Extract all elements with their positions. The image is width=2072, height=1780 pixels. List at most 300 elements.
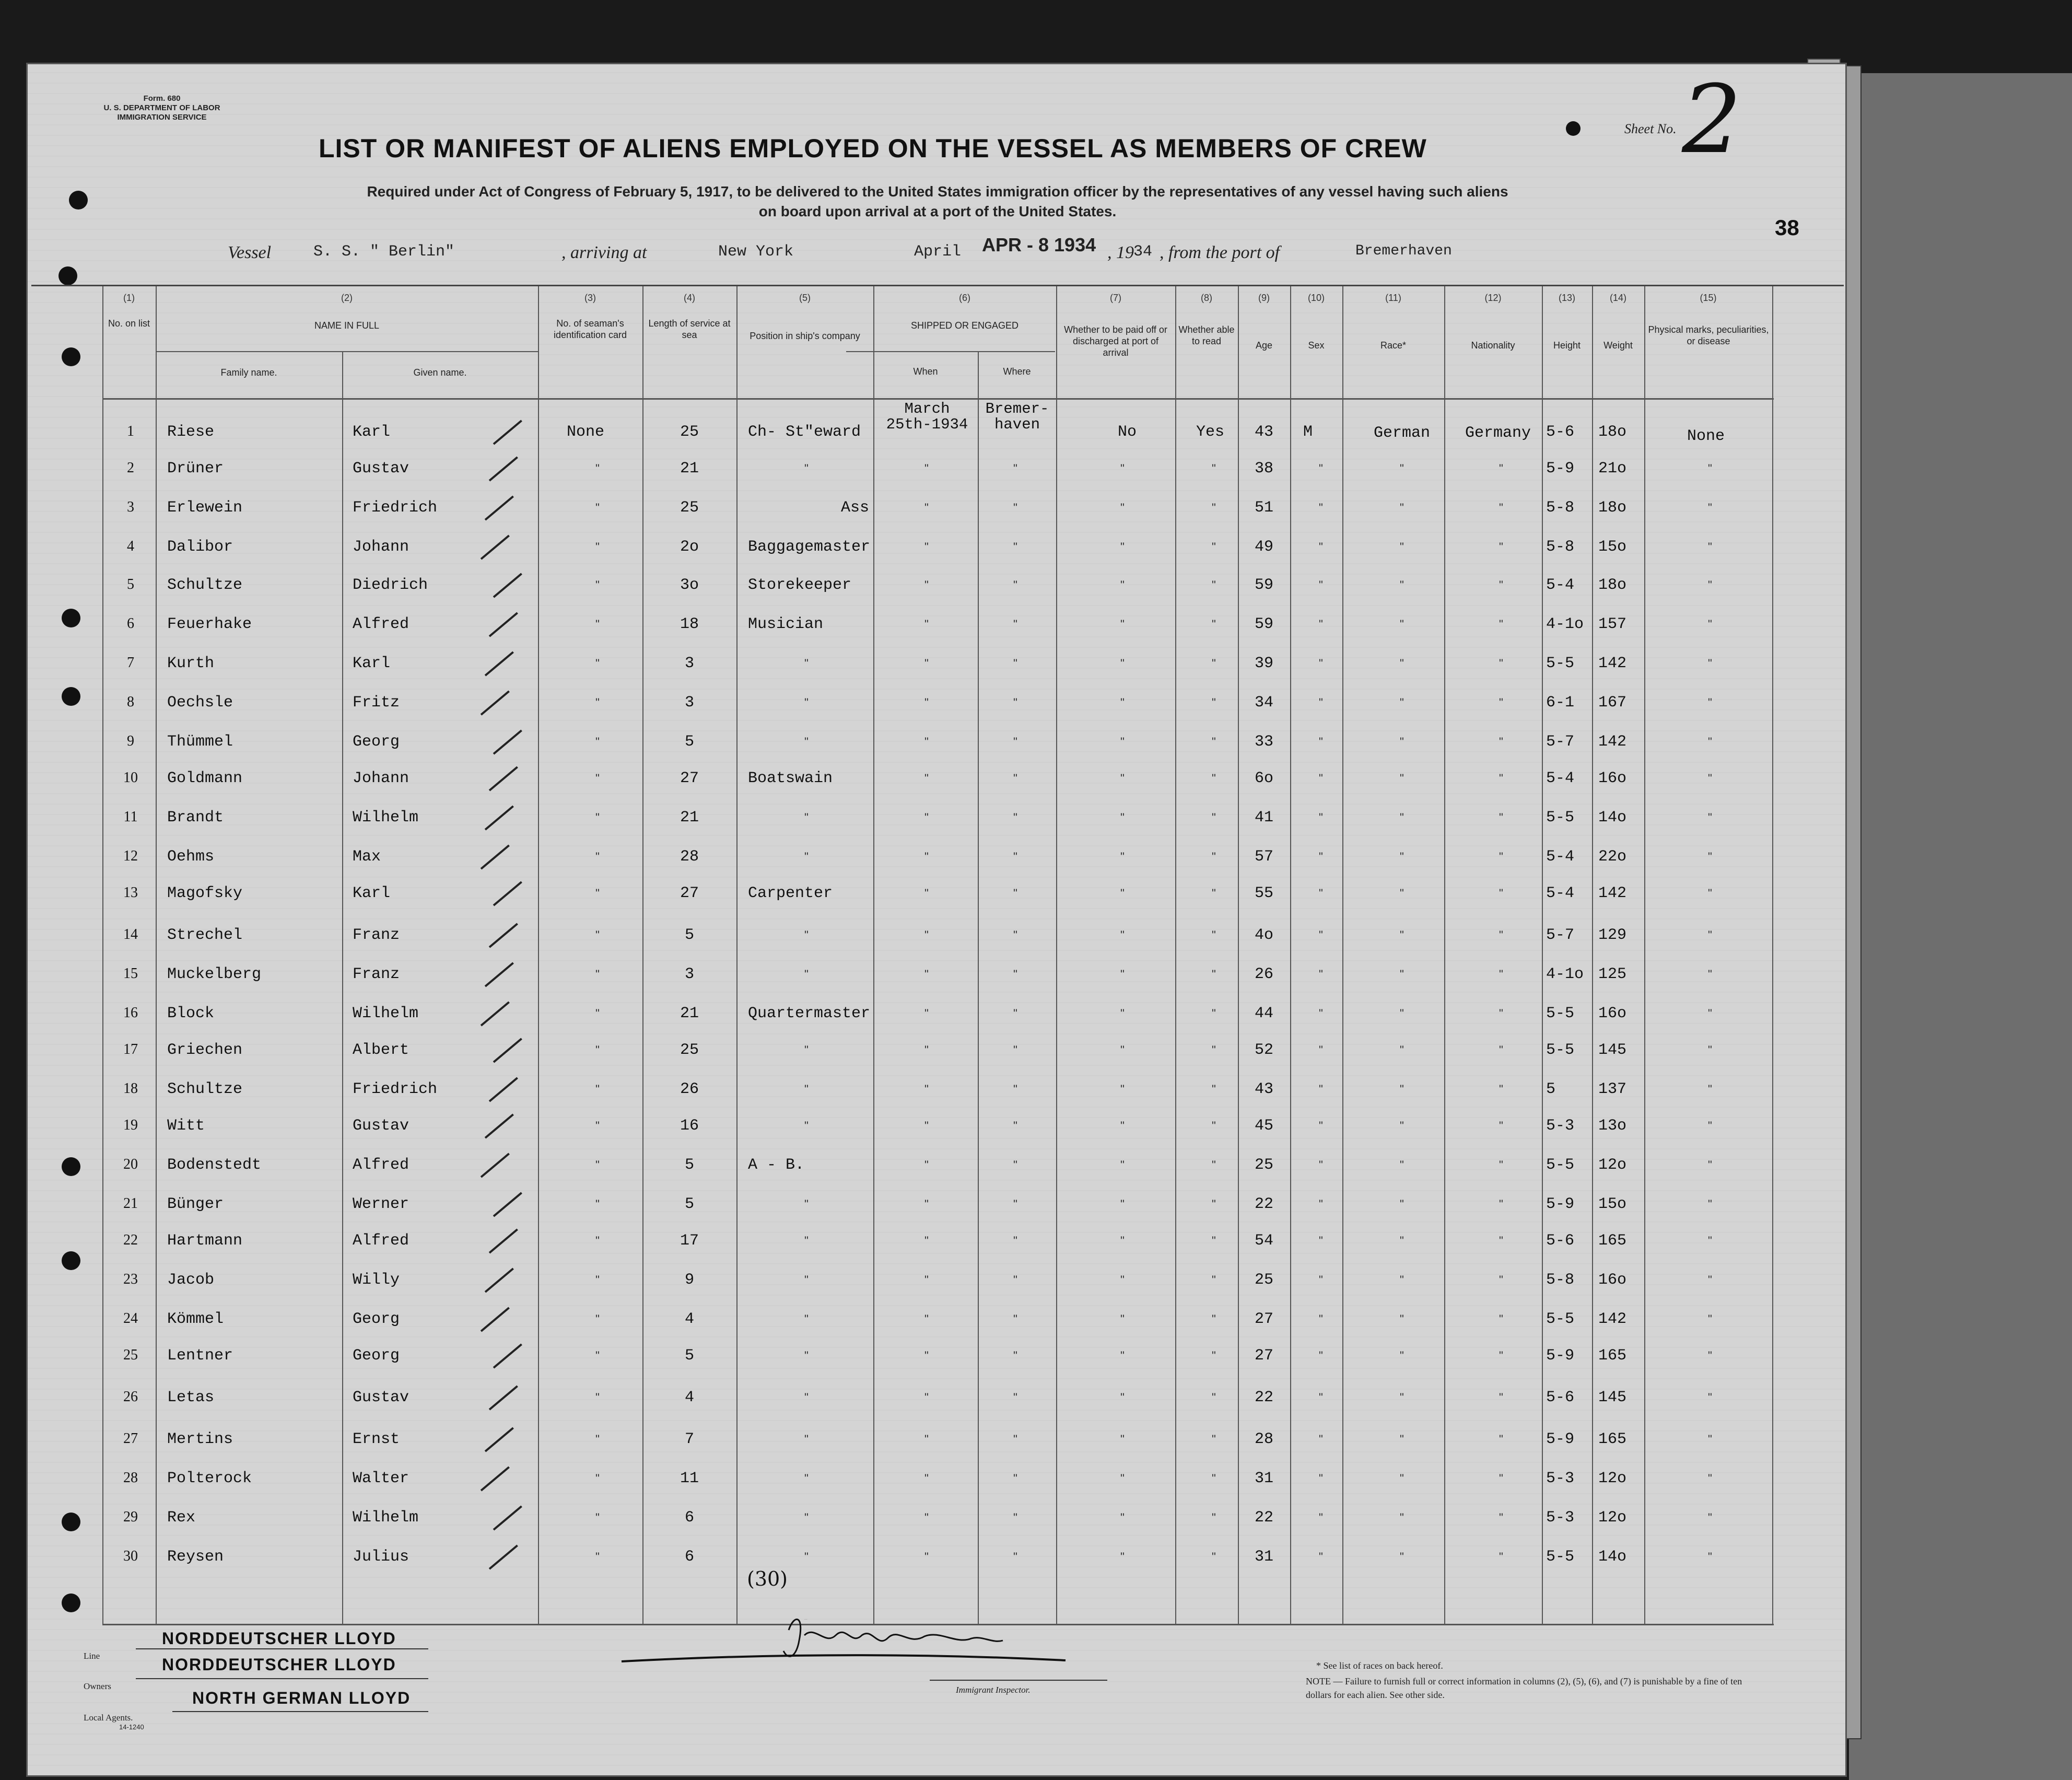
ditto-paid: ": [1120, 1349, 1125, 1362]
ditto-paid: ": [1120, 1197, 1125, 1211]
ditto-read: ": [1212, 850, 1216, 863]
physical-marks-value: None: [1687, 427, 1725, 445]
ditto-where: ": [1013, 696, 1017, 709]
background-dark: [1849, 73, 2072, 1780]
height: 5-4: [1546, 885, 1575, 902]
requirement-line: Required under Act of Congress of February 5, 1917, to be delivered to the United States immigration officer by the representatives of any vessel having such aliens: [367, 183, 1508, 200]
owners-value: NORDDEUTSCHER LLOYD: [162, 1655, 396, 1674]
col-number: (12): [1484, 293, 1502, 303]
form-number: Form. 680: [143, 94, 181, 103]
weight: 18o: [1598, 499, 1627, 517]
given-name: Walter: [353, 1470, 409, 1487]
ditto-position: ": [804, 1043, 809, 1056]
department-name: U. S. DEPARTMENT OF LABOR: [103, 103, 220, 112]
height: 5-5: [1546, 809, 1575, 827]
header-when: When: [913, 366, 938, 377]
row-number: 30: [123, 1548, 138, 1564]
family-name: Brandt: [167, 809, 224, 827]
ditto-race: ": [1400, 928, 1404, 941]
length-of-service: 3: [684, 655, 694, 672]
length-of-service: 25: [680, 499, 699, 517]
length-of-service: 21: [680, 460, 699, 478]
row-number: 16: [123, 1005, 138, 1021]
ditto-paid: ": [1120, 1433, 1125, 1446]
ditto-sex: ": [1319, 1119, 1323, 1132]
weight: 157: [1598, 615, 1627, 633]
row-number: 17: [123, 1041, 138, 1057]
given-name: Werner: [353, 1195, 409, 1213]
ditto-physical: ": [1708, 928, 1712, 941]
ditto-position: ": [804, 1349, 809, 1362]
ditto-id: ": [595, 1550, 600, 1563]
ditto-sex: ": [1319, 578, 1323, 591]
ditto-where: ": [1013, 657, 1017, 670]
family-name: Muckelberg: [167, 965, 262, 983]
ditto-sex: ": [1319, 501, 1323, 514]
ditto-read: ": [1212, 1511, 1216, 1524]
ditto-when: ": [924, 618, 929, 631]
age: 22: [1254, 1509, 1273, 1527]
ditto-when: ": [924, 1234, 929, 1247]
ditto-when: ": [924, 1472, 929, 1485]
family-name: Kömmel: [167, 1310, 224, 1328]
weight: 12o: [1598, 1470, 1627, 1487]
weight: 12o: [1598, 1509, 1627, 1527]
ditto-read: ": [1212, 735, 1216, 748]
family-name: Mertins: [167, 1430, 233, 1448]
height: 5-9: [1546, 460, 1575, 478]
ditto-physical: ": [1708, 540, 1712, 553]
ditto-nationality: ": [1499, 1312, 1503, 1325]
line-label: Line: [84, 1651, 100, 1661]
height: 5-6: [1546, 1232, 1575, 1250]
ditto-read: ": [1212, 578, 1216, 591]
col-number: (1): [123, 293, 135, 303]
row-number: 14: [123, 926, 138, 943]
height: 5-8: [1546, 1271, 1575, 1289]
age: 57: [1254, 848, 1273, 866]
owners-label: Owners: [84, 1681, 111, 1691]
col-number: (11): [1385, 293, 1401, 303]
ditto-id: ": [595, 1043, 600, 1056]
ditto-physical: ": [1708, 1472, 1712, 1485]
ditto-paid: ": [1120, 968, 1125, 981]
stamp-number: 38: [1775, 215, 1799, 240]
ditto-position: ": [804, 1511, 809, 1524]
column-divider: [1342, 286, 1343, 1625]
position: Storekeeper: [748, 576, 852, 594]
length-of-service: 5: [684, 1195, 694, 1213]
weight: 145: [1598, 1389, 1627, 1406]
line-value: NORDDEUTSCHER LLOYD: [162, 1629, 396, 1648]
ditto-id: ": [595, 1083, 600, 1096]
given-name: Friedrich: [353, 1080, 438, 1098]
ditto-sex: ": [1319, 1273, 1323, 1286]
age: 43: [1254, 423, 1273, 441]
ditto-when: ": [924, 887, 929, 900]
ditto-race: ": [1400, 735, 1404, 748]
ditto-paid: ": [1120, 1312, 1125, 1325]
ditto-where: ": [1013, 850, 1017, 863]
fine-note: NOTE — Failure to furnish full or correct information in columns (2), (5), (6), and (7) is punishable by a fine of ten dollars for each alien. See other side.: [1306, 1676, 1742, 1700]
length-of-service: 16: [680, 1117, 699, 1135]
header-given-name: Given name.: [413, 367, 467, 378]
height: 5-9: [1546, 1195, 1575, 1213]
ditto-race: ": [1400, 696, 1404, 709]
header-nationality: Nationality: [1471, 340, 1515, 351]
ditto-physical: ": [1708, 578, 1712, 591]
ditto-read: ": [1212, 1083, 1216, 1096]
ditto-race: ": [1400, 1273, 1404, 1286]
header-able-to-read: Whether able to read: [1178, 324, 1235, 346]
footer-rule: [136, 1648, 428, 1649]
able-read-value: Yes: [1196, 423, 1225, 441]
ditto-position: ": [804, 1119, 809, 1132]
ditto-where: ": [1013, 540, 1017, 553]
header-race: Race*: [1380, 340, 1407, 351]
ditto-nationality: ": [1499, 968, 1503, 981]
ditto-when: ": [924, 735, 929, 748]
ditto-race: ": [1400, 1550, 1404, 1563]
total-count: (30): [747, 1567, 788, 1590]
shipped-subheader-rule: [846, 351, 1055, 352]
ditto-paid: ": [1120, 735, 1125, 748]
ditto-race: ": [1400, 968, 1404, 981]
binder-hole: [62, 347, 80, 366]
ditto-nationality: ": [1499, 887, 1503, 900]
height: 5-9: [1546, 1347, 1575, 1365]
length-of-service: 28: [680, 848, 699, 866]
weight: 16o: [1598, 1271, 1627, 1289]
age: 54: [1254, 1232, 1273, 1250]
length-of-service: 6: [684, 1548, 694, 1566]
ditto-physical: ": [1708, 850, 1712, 863]
ditto-nationality: ": [1499, 1234, 1503, 1247]
ditto-where: ": [1013, 1349, 1017, 1362]
ditto-where: ": [1013, 772, 1017, 785]
age: 45: [1254, 1117, 1273, 1135]
binder-hole: [62, 687, 80, 706]
ditto-when: ": [924, 1511, 929, 1524]
family-name: Bodenstedt: [167, 1156, 262, 1174]
ditto-paid: ": [1120, 1007, 1125, 1020]
given-name: Wilhelm: [353, 809, 419, 827]
family-name: Strechel: [167, 926, 243, 944]
age: 41: [1254, 809, 1273, 827]
height: 5-7: [1546, 926, 1575, 944]
ditto-paid: ": [1120, 1083, 1125, 1096]
ditto-read: ": [1212, 1007, 1216, 1020]
header-sex: Sex: [1308, 340, 1325, 351]
ditto-paid: ": [1120, 850, 1125, 863]
from-port-label: , from the port of: [1160, 243, 1280, 262]
ditto-race: ": [1400, 1119, 1404, 1132]
paid-off-value: No: [1118, 423, 1137, 441]
ditto-id: ": [595, 540, 600, 553]
nationality-value: Germany: [1465, 424, 1531, 442]
length-of-service: 25: [680, 1041, 699, 1059]
height: 5-4: [1546, 848, 1575, 866]
length-of-service: 17: [680, 1232, 699, 1250]
family-name: Schultze: [167, 576, 243, 594]
weight: 142: [1598, 733, 1627, 751]
height: 5-7: [1546, 733, 1575, 751]
height: 5-5: [1546, 1310, 1575, 1328]
ditto-race: ": [1400, 1083, 1404, 1096]
inspector-label: Immigrant Inspector.: [956, 1685, 1031, 1695]
height: 5-5: [1546, 655, 1575, 672]
ditto-where: ": [1013, 811, 1017, 824]
position: Quartermaster: [748, 1005, 871, 1022]
row-number: 4: [127, 538, 134, 554]
row-number: 13: [123, 885, 138, 901]
height: 5-6: [1546, 1389, 1575, 1406]
given-name: Fritz: [353, 694, 400, 712]
sheet-number-label: Sheet No.: [1624, 121, 1677, 136]
ditto-id: ": [595, 887, 600, 900]
ditto-physical: ": [1708, 1119, 1712, 1132]
ditto-read: ": [1212, 462, 1216, 475]
shipped-when-value: March 25th-1934: [886, 400, 968, 433]
ditto-read: ": [1212, 657, 1216, 670]
height: 5-3: [1546, 1117, 1575, 1135]
col-number: (13): [1558, 293, 1575, 303]
ditto-where: ": [1013, 1511, 1017, 1524]
col-number: (6): [959, 293, 970, 303]
length-of-service: 9: [684, 1271, 694, 1289]
length-of-service: 7: [684, 1430, 694, 1448]
given-name: Ernst: [353, 1430, 400, 1448]
age: 44: [1254, 1005, 1273, 1022]
ditto-race: ": [1400, 850, 1404, 863]
col-number: (15): [1700, 293, 1717, 303]
length-of-service: 3o: [680, 576, 699, 594]
ditto-read: ": [1212, 540, 1216, 553]
col-number: (14): [1609, 293, 1626, 303]
length-of-service: 4: [684, 1389, 694, 1406]
ditto-nationality: ": [1499, 1119, 1503, 1132]
ditto-id: ": [595, 928, 600, 941]
ditto-sex: ": [1319, 850, 1323, 863]
ditto-when: ": [924, 772, 929, 785]
weight: 16o: [1598, 770, 1627, 787]
ditto-where: ": [1013, 1197, 1017, 1211]
ditto-when: ": [924, 1312, 929, 1325]
row-number: 22: [123, 1232, 138, 1248]
ditto-where: ": [1013, 735, 1017, 748]
header-length-service: Length of service at sea: [648, 318, 731, 340]
age: 34: [1254, 694, 1273, 712]
column-divider: [1175, 286, 1176, 1625]
column-divider: [1644, 286, 1645, 1625]
service-name: IMMIGRATION SERVICE: [117, 113, 207, 122]
requirement-line: on board upon arrival at a port of the United States.: [758, 203, 1117, 219]
family-name: Reysen: [167, 1548, 224, 1566]
header-no-on-list: No. on list: [108, 318, 150, 329]
ditto-id: ": [595, 1197, 600, 1211]
length-of-service: 3: [684, 694, 694, 712]
ditto-read: ": [1212, 928, 1216, 941]
column-divider: [156, 286, 157, 1625]
family-name: Griechen: [167, 1041, 243, 1059]
age: 22: [1254, 1195, 1273, 1213]
height: 5-4: [1546, 576, 1575, 594]
ditto-physical: ": [1708, 462, 1712, 475]
row-number: 25: [123, 1347, 138, 1363]
family-name: Block: [167, 1005, 215, 1022]
family-name: Polterock: [167, 1470, 252, 1487]
ditto-when: ": [924, 1349, 929, 1362]
ditto-id: ": [595, 1007, 600, 1020]
position: A - B.: [748, 1156, 805, 1174]
ditto-read: ": [1212, 1433, 1216, 1446]
weight: 142: [1598, 885, 1627, 902]
form-code: 14-1240: [119, 1723, 144, 1731]
ditto-where: ": [1013, 1433, 1017, 1446]
binder-hole: [1566, 121, 1581, 136]
ditto-position: ": [804, 811, 809, 824]
row-number: 21: [123, 1195, 138, 1212]
family-name: Goldmann: [167, 770, 243, 787]
family-name: Oehms: [167, 848, 215, 866]
ditto-race: ": [1400, 1391, 1404, 1404]
ditto-sex: ": [1319, 1550, 1323, 1563]
ditto-physical: ": [1708, 501, 1712, 514]
ditto-position: ": [804, 657, 809, 670]
given-name: Alfred: [353, 615, 409, 633]
ditto-sex: ": [1319, 1433, 1323, 1446]
column-divider: [102, 286, 103, 1625]
weight: 165: [1598, 1232, 1627, 1250]
ditto-read: ": [1212, 1119, 1216, 1132]
footer-rule: [172, 1711, 428, 1712]
sex-value: M: [1303, 423, 1313, 441]
ditto-nationality: ": [1499, 1472, 1503, 1485]
ditto-physical: ": [1708, 1083, 1712, 1096]
ditto-id: ": [595, 462, 600, 475]
ditto-sex: ": [1319, 928, 1323, 941]
ditto-id: ": [595, 1234, 600, 1247]
ditto-physical: ": [1708, 1273, 1712, 1286]
weight: 15o: [1598, 538, 1627, 556]
ditto-nationality: ": [1499, 1158, 1503, 1171]
footer-rule: [136, 1678, 428, 1679]
ditto-nationality: ": [1499, 772, 1503, 785]
ditto-paid: ": [1120, 1234, 1125, 1247]
family-name: Bünger: [167, 1195, 224, 1213]
header-position: Position in ship's company: [750, 331, 860, 341]
ditto-id: ": [595, 735, 600, 748]
ditto-read: ": [1212, 968, 1216, 981]
height: 5-8: [1546, 538, 1575, 556]
family-name: Riese: [167, 423, 215, 441]
date-stamp: APR - 8 1934: [982, 234, 1096, 255]
ditto-race: ": [1400, 1349, 1404, 1362]
length-of-service: 2o: [680, 538, 699, 556]
weight: 165: [1598, 1430, 1627, 1448]
ditto-paid: ": [1120, 540, 1125, 553]
ditto-nationality: ": [1499, 1007, 1503, 1020]
height: 5-8: [1546, 499, 1575, 517]
weight: 16o: [1598, 1005, 1627, 1022]
races-note: * See list of races on back hereof.: [1316, 1660, 1443, 1671]
given-name: Gustav: [353, 1117, 409, 1135]
ditto-nationality: ": [1499, 850, 1503, 863]
age: 43: [1254, 1080, 1273, 1098]
arrival-month: April: [914, 243, 962, 261]
weight: 142: [1598, 1310, 1627, 1328]
vessel-name: S. S. " Berlin": [313, 243, 455, 261]
ditto-paid: ": [1120, 578, 1125, 591]
ditto-paid: ": [1120, 618, 1125, 631]
ditto-where: ": [1013, 1312, 1017, 1325]
ditto-when: ": [924, 1083, 929, 1096]
year-suffix: 34: [1133, 243, 1153, 261]
ditto-physical: ": [1708, 1158, 1712, 1171]
ditto-paid: ": [1120, 811, 1125, 824]
family-name: Magofsky: [167, 885, 243, 902]
ditto-nationality: ": [1499, 462, 1503, 475]
ditto-read: ": [1212, 1234, 1216, 1247]
ditto-position: ": [804, 462, 809, 475]
length-of-service: 27: [680, 770, 699, 787]
vessel-label: Vessel: [228, 243, 272, 262]
shipped-where-value: Bremer- haven: [985, 400, 1049, 433]
position: Ass: [841, 499, 870, 517]
length-of-service: 11: [680, 1470, 699, 1487]
column-divider: [1238, 286, 1239, 1625]
ditto-nationality: ": [1499, 811, 1503, 824]
weight: 21o: [1598, 460, 1627, 478]
given-name: Karl: [353, 885, 391, 902]
ditto-read: ": [1212, 1391, 1216, 1404]
ditto-position: ": [804, 1197, 809, 1211]
header-paid-off: Whether to be paid off or discharged at port of arrival: [1064, 324, 1167, 358]
row-number: 7: [127, 655, 134, 671]
ditto-physical: ": [1708, 1550, 1712, 1563]
ditto-where: ": [1013, 1234, 1017, 1247]
header-age: Age: [1255, 340, 1273, 351]
given-name: Alfred: [353, 1232, 409, 1250]
ditto-where: ": [1013, 1007, 1017, 1020]
column-divider: [1056, 286, 1057, 1625]
sheet-number-value: 2: [1682, 65, 1742, 174]
ditto-id: ": [595, 1511, 600, 1524]
ditto-nationality: ": [1499, 501, 1503, 514]
ditto-read: ": [1212, 772, 1216, 785]
col-number: (9): [1258, 293, 1270, 303]
ditto-read: ": [1212, 887, 1216, 900]
row-number: 10: [123, 770, 138, 786]
ditto-position: ": [804, 1083, 809, 1096]
row-number: 9: [127, 733, 134, 749]
weight: 125: [1598, 965, 1627, 983]
ditto-race: ": [1400, 1158, 1404, 1171]
height: 4-1o: [1546, 615, 1584, 633]
ditto-id: ": [595, 1312, 600, 1325]
column-divider: [1592, 286, 1593, 1625]
ditto-read: ": [1212, 696, 1216, 709]
age: 25: [1254, 1156, 1273, 1174]
ditto-sex: ": [1319, 968, 1323, 981]
row-number: 12: [123, 848, 138, 864]
given-name: Max: [353, 848, 381, 866]
given-name: Alfred: [353, 1156, 409, 1174]
ditto-when: ": [924, 1043, 929, 1056]
ditto-paid: ": [1120, 462, 1125, 475]
ditto-position: ": [804, 850, 809, 863]
ditto-when: ": [924, 540, 929, 553]
